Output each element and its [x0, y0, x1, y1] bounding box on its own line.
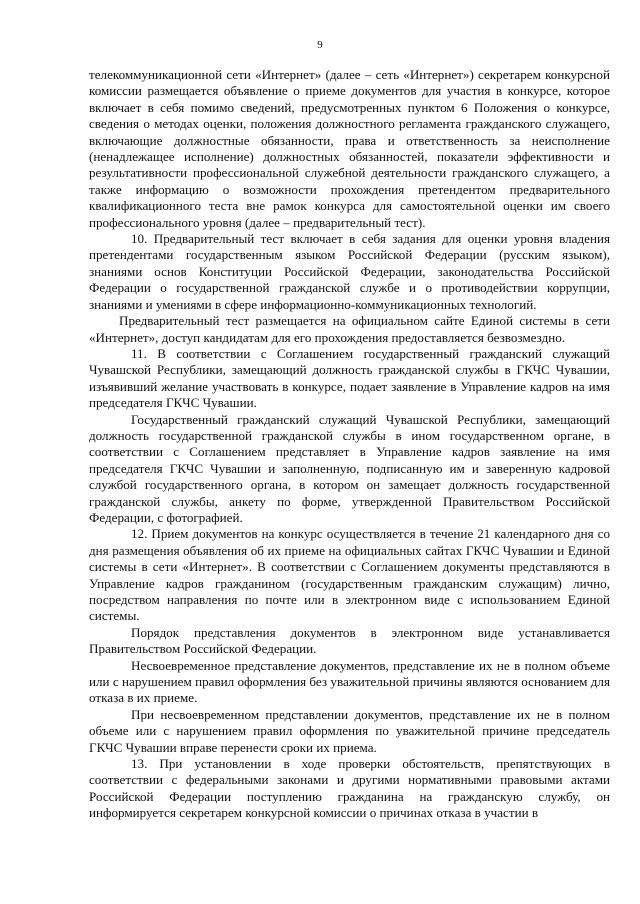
paragraph-electronic-order: Порядок представления документов в электронном виде устанавливается Правительством Российской Федерации. — [89, 624, 610, 657]
paragraph-preliminary-test: Предварительный тест размещается на официальном сайте Единой системы в сети «Интернет», доступ кандидатам для его прохождения предоставляется безвозмездно. — [89, 313, 610, 345]
paragraph-12: 12. Прием документов на конкурс осуществляется в течение 21 календарного дня со дня размещения объявления об их приеме на официальных сайтах ГКЧС Чувашии и Единой системы в сети «Интернет». В соответствии с Соглашением документы представляются в Управление кадров гражданином (государственным гражданским служащим) лично, посредством направления по почте или в электронном виде с использованием Единой системы. — [89, 526, 610, 624]
paragraph-other-agency-servant: Государственный гражданский служащий Чувашской Республики, замещающий должность государственной гражданской службы в ином государственном органе, в соответствии с Соглашением представляет в Управление кадров заявление на имя председателя ГКЧС Чувашии и заполненную, подписанную им и заверенную кадровой службой государственного органа, в котором он замещает должность государственной гражданской службы, анкету по форме, утвержденной Правительством Российской Федерации, с фотографией. — [89, 411, 610, 525]
paragraph-late-submission: Несвоевременное представление документов, представление их не в полном объеме или с нарушением правил оформления без уважительной причины являются основанием для отказа в их приеме. — [89, 657, 610, 706]
paragraph-10: 10. Предварительный тест включает в себя задания для оценки уровня владения претендентами государственным языком Российской Федерации (русским языком), знаниями основ Конституции Российской Федерации, законодательства Российской Федерации о государственной гражданской службе и о противодействии коррупции, знаниями и умениями в сфере информационно-коммуникационных технологий. — [89, 231, 610, 312]
document-body — [89, 67, 610, 822]
paragraph-valid-reason: При несвоевременном представлении документов, представление их не в полном объеме или с нарушением правил оформления по уважительной причине председатель ГКЧС Чувашии вправе перенести сроки их приема. — [89, 706, 610, 755]
paragraph-continuation: телекоммуникационной сети «Интернет» (далее – сеть «Интернет») секретарем конкурсной комиссии размещается объявление о приеме документов для участия в конкурсе, которое включает в себя помимо сведений, предусмотренных пунктом 6 Положения о конкурсе, сведения о методах оценки, положения должностного регламента гражданского служащего, включающие должностные обязанности, права и ответственность за неисполнение (ненадлежащее исполнение) должностных обязанностей, показатели эффективности и результативности профессиональной служебной деятельности гражданского служащего, а также информацию о возможности прохождения претендентом предварительного квалификационного теста вне рамок конкурса для самостоятельной оценки им своего профессионального уровня (далее – предварительный тест). — [89, 67, 610, 230]
page-number: 9 — [317, 39, 323, 51]
paragraph-11: 11. В соответствии с Соглашением государственный гражданский служащий Чувашской Республики, замещающий должность гражданской службы в ГКЧС Чувашии, изъявивший желание участвовать в конкурсе, подает заявление в Управление кадров на имя председателя ГКЧС Чувашии. — [89, 345, 610, 411]
paragraph-13: 13. При установлении в ходе проверки обстоятельств, препятствующих в соответствии с федеральными законами и другими нормативными правовыми актами Российской Федерации поступлению гражданина на гражданскую службу, он информируется секретарем конкурсной комиссии о причинах отказа в участии в — [89, 756, 610, 821]
